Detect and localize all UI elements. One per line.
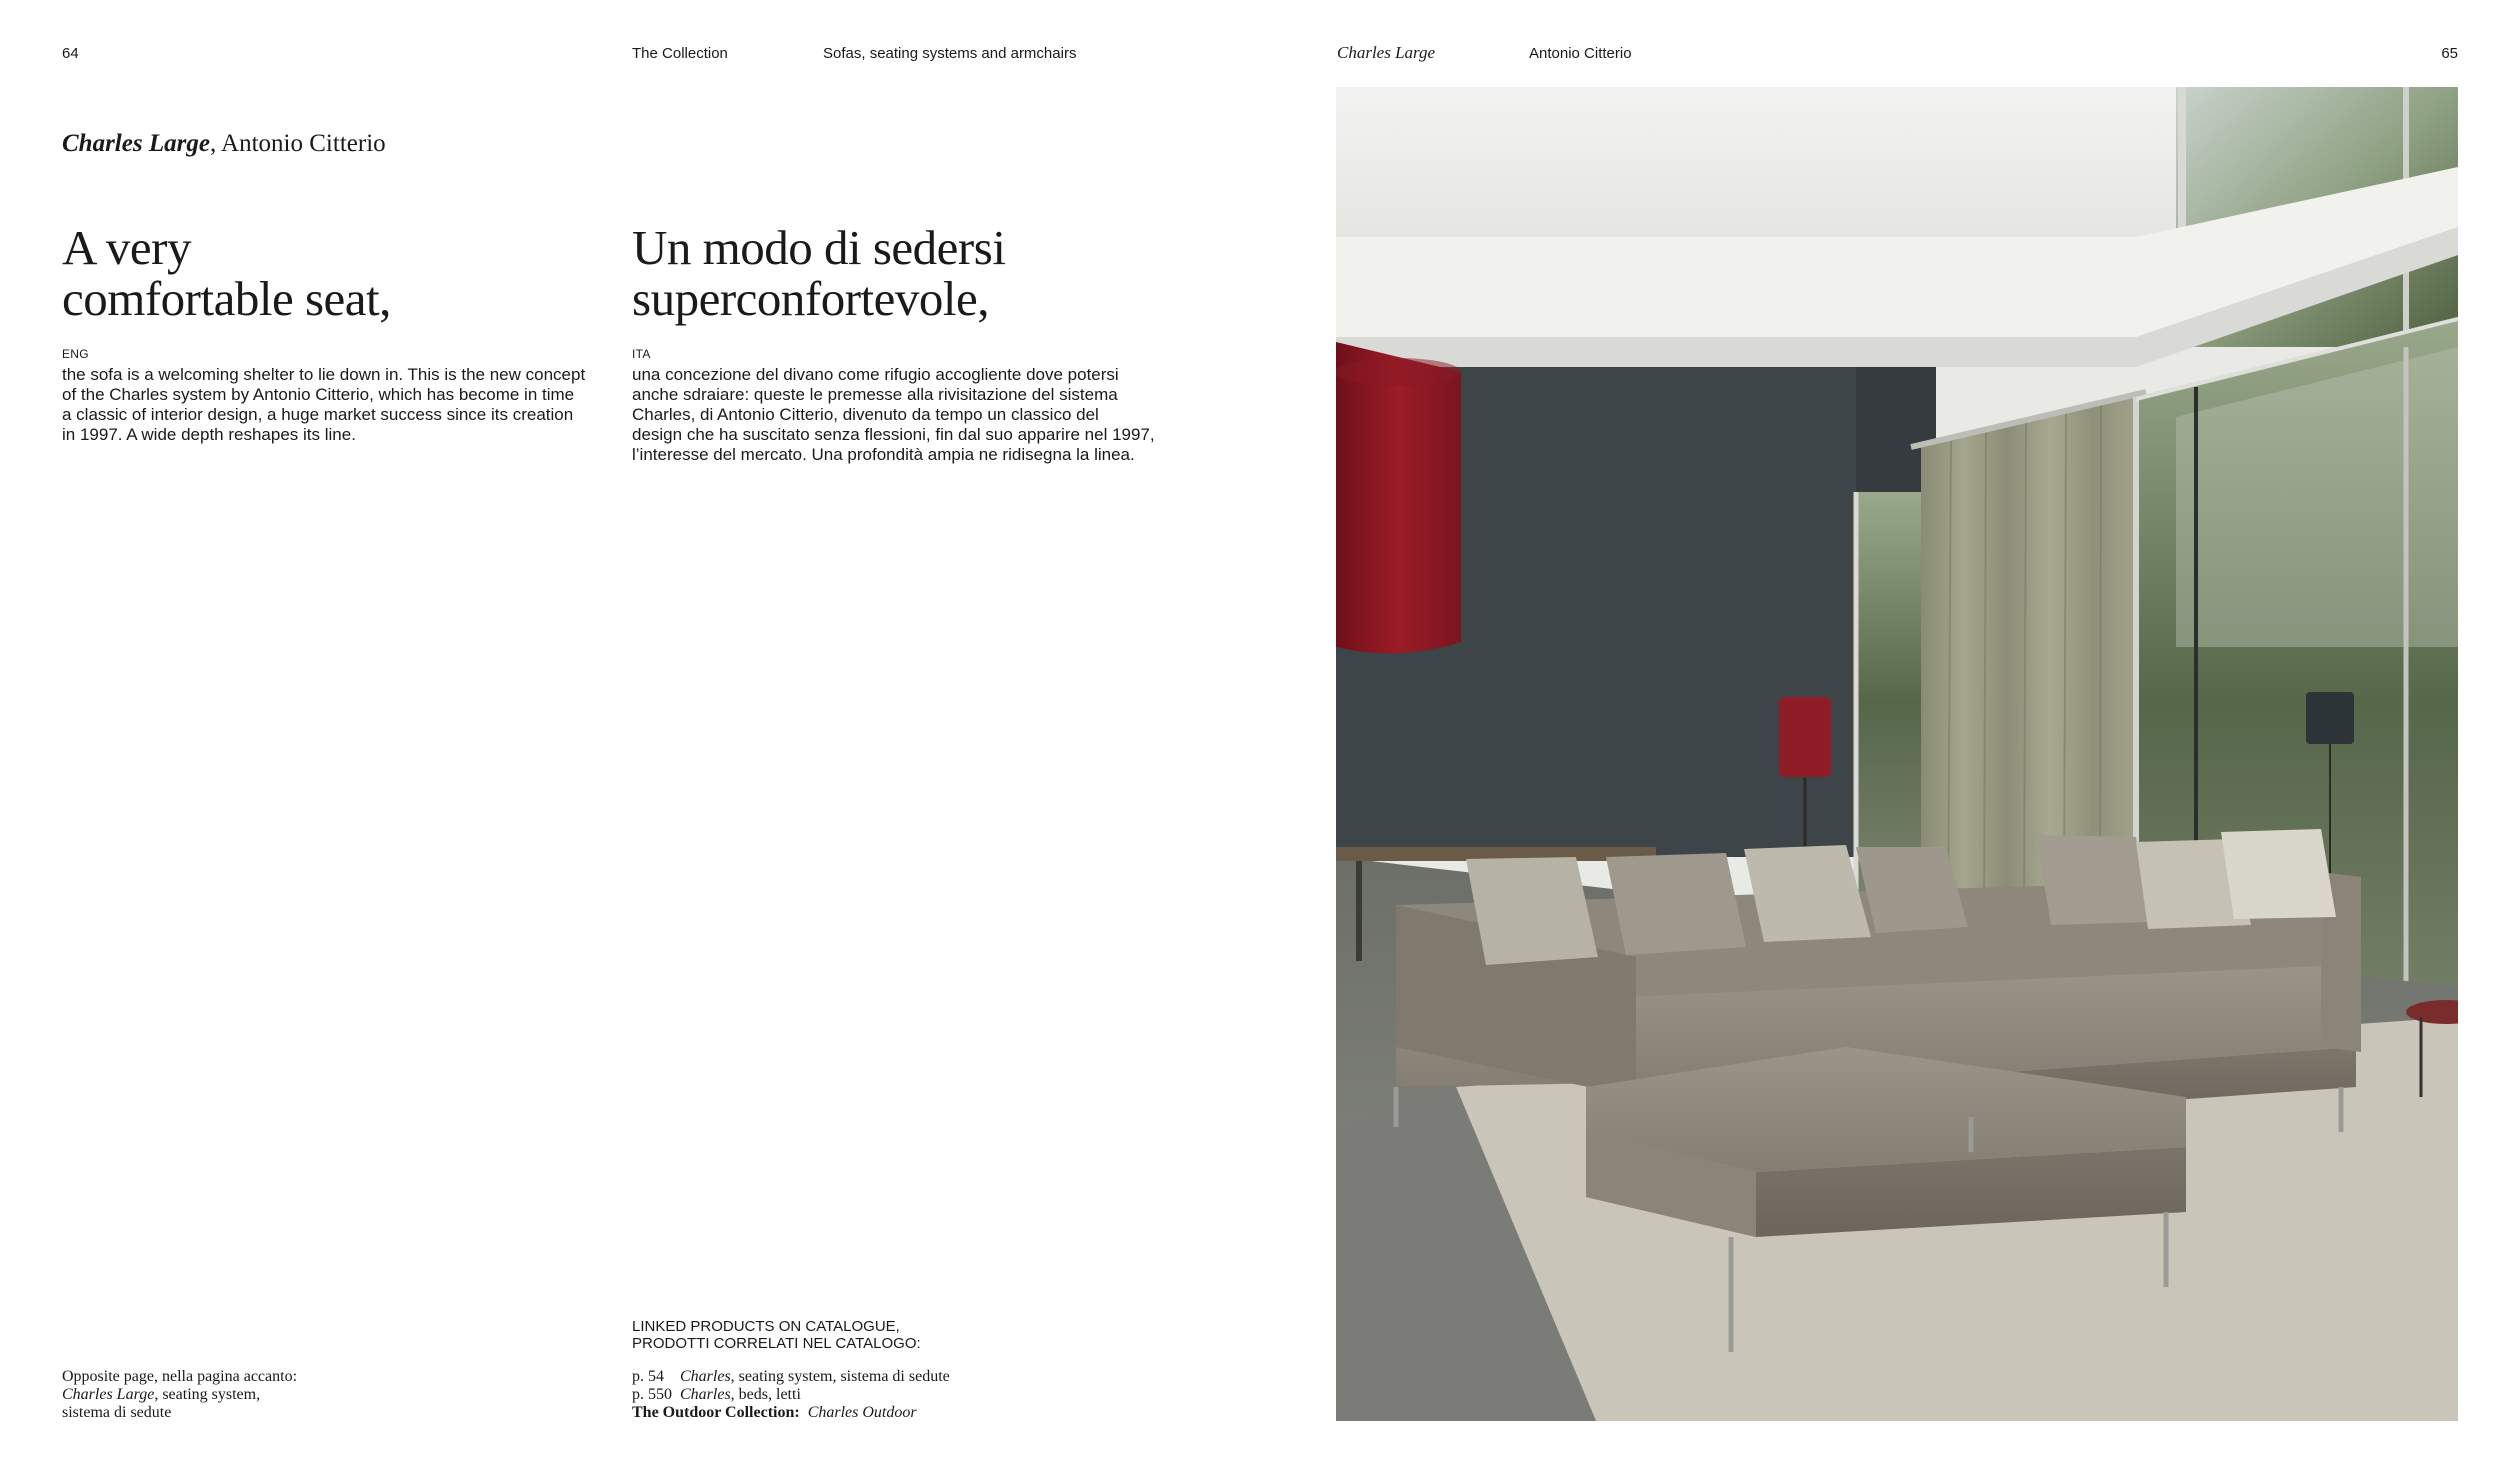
product-title: [62, 130, 386, 158]
header-subsection: Sofas, seating systems and armchairs: [823, 45, 1077, 62]
product-designer: , Antonio Citterio: [209, 130, 386, 157]
body-line: una concezione del divano come rifugio accogliente dove potersi: [632, 365, 1119, 384]
headline-line: superconfortevole,: [632, 271, 989, 326]
outdoor-product-name: Charles Outdoor: [807, 1404, 917, 1421]
linked-products-heading: [632, 1318, 921, 1352]
caption-rest: , seating system,: [154, 1386, 261, 1403]
linked-product-page: p. 54: [632, 1368, 664, 1385]
outdoor-collection-label: The Outdoor Collection:: [632, 1404, 800, 1421]
linked-heading-line: LINKED PRODUCTS ON CATALOGUE,: [632, 1318, 900, 1335]
body-line: a classic of interior design, a huge market success since its creation: [62, 405, 574, 424]
linked-product-desc: , beds, letti: [730, 1386, 801, 1403]
headline-line: comfortable seat,: [62, 271, 391, 326]
page-number-right: 65: [2441, 45, 2458, 62]
linked-product-item[interactable]: [632, 1368, 950, 1386]
headline-line: A very: [62, 220, 191, 275]
header-section: The Collection: [632, 45, 728, 62]
body-line: of the Charles system by Antonio Citterio, which has become in time: [62, 385, 575, 404]
linked-product-page: p. 550: [632, 1386, 672, 1403]
linked-heading-line: PRODOTTI CORRELATI NEL CATALOGO:: [632, 1335, 921, 1352]
linked-products-list: [632, 1368, 950, 1422]
italian-headline: [632, 222, 1005, 324]
caption-product-name: Charles Large: [62, 1386, 155, 1403]
body-line: Charles, di Antonio Citterio, divenuto da tempo un classico del: [632, 405, 1099, 424]
product-name: Charles Large: [62, 130, 210, 157]
lang-label-ita: ITA: [632, 347, 651, 361]
linked-product-outdoor[interactable]: [632, 1404, 950, 1422]
english-headline: [62, 222, 391, 324]
italian-body: [632, 365, 1192, 465]
body-line: design che ha suscitato senza flessioni, fin dal suo apparire nel 1997,: [632, 425, 1155, 444]
english-body: [62, 365, 622, 445]
body-line: anche sdraiare: queste le premesse alla rivisitazione del sistema: [632, 385, 1118, 404]
caption-line: Opposite page, nella pagina accanto:: [62, 1368, 298, 1385]
lang-label-eng: ENG: [62, 347, 89, 361]
header-designer: Antonio Citterio: [1529, 45, 1632, 62]
headline-line: Un modo di sedersi: [632, 220, 1006, 275]
linked-product-name: Charles: [680, 1386, 731, 1403]
caption-line: [62, 1386, 297, 1404]
body-line: l’interesse del mercato. Una profondità ampia ne ridisegna la linea.: [632, 445, 1135, 464]
linked-product-name: Charles: [680, 1368, 731, 1385]
opposite-page-caption: [62, 1368, 297, 1422]
body-line: the sofa is a welcoming shelter to lie down in. This is the new concept: [62, 365, 586, 384]
linked-product-desc: , seating system, sistema di sedute: [730, 1368, 950, 1385]
header-product: Charles Large: [1337, 43, 1436, 62]
body-line: in 1997. A wide depth reshapes its line.: [62, 425, 356, 444]
page-number-left: 64: [62, 45, 79, 62]
sofa-living-room-photo: [1336, 87, 2458, 1421]
caption-line: sistema di sedute: [62, 1404, 172, 1421]
linked-product-item[interactable]: [632, 1386, 950, 1404]
